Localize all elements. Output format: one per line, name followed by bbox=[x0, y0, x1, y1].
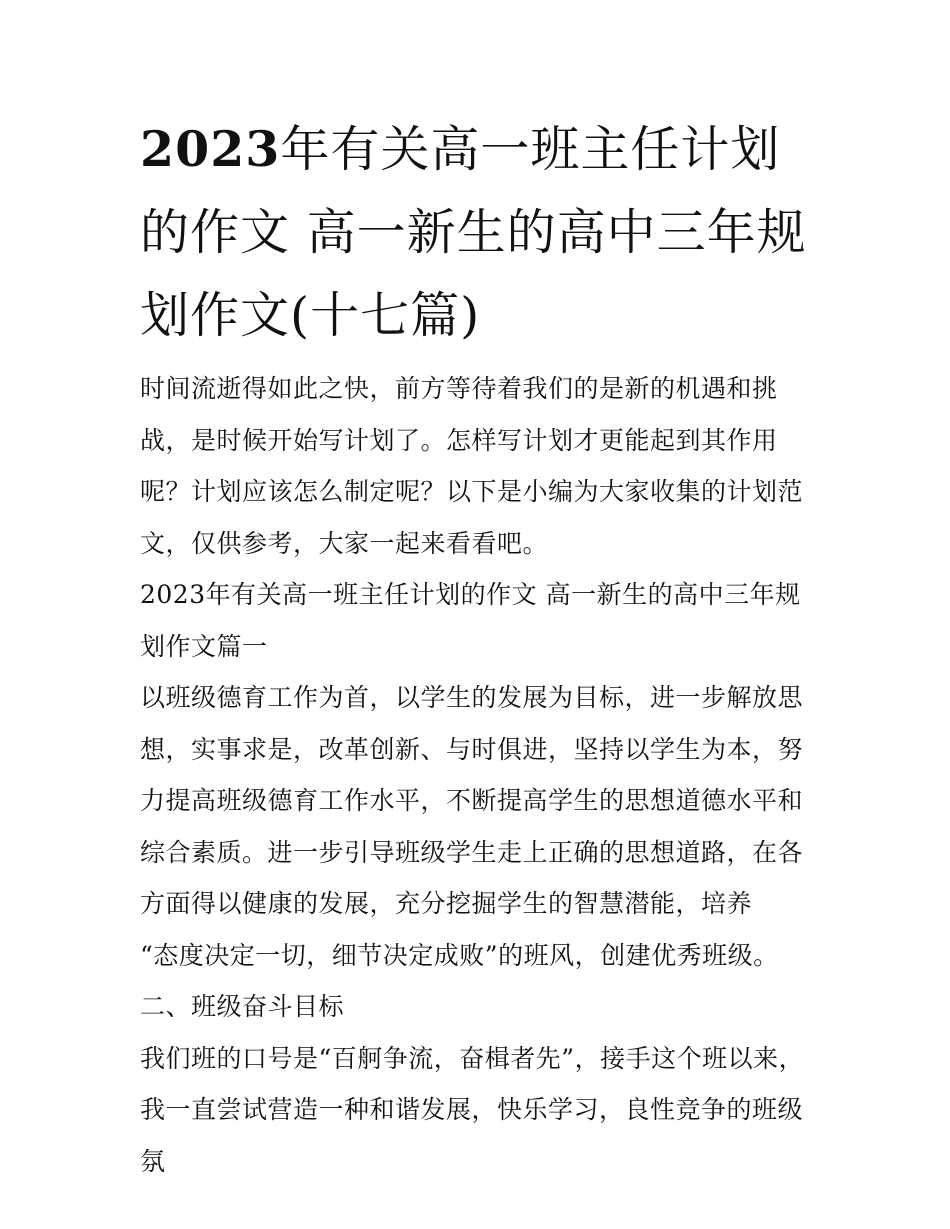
document-content bbox=[140, 108, 818, 1187]
title-text: 年有关高一班主任计划的作文 高一新生的高中三年规划作文(十七篇) bbox=[140, 121, 807, 344]
document-title bbox=[140, 108, 818, 357]
title-year: 2023 bbox=[140, 120, 281, 178]
body-paragraph: “态度决定一切，细节决定成败”的班风，创建优秀班级。 bbox=[140, 940, 779, 970]
section-heading: 2023年有关高一班主任计划的作文 高一新生的高中三年规划作文篇一 bbox=[140, 580, 801, 661]
intro-paragraph: 时间流逝得如此之快，前方等待着我们的是新的机遇和挑战，是时候开始写计划了。怎样写计划才更能起到其作用呢？计划应该怎么制定呢？以下是小编为大家收集的计划范文，仅供参考，大家一起来看看吧。 bbox=[140, 374, 804, 558]
section-heading: 二、班级奋斗目标 bbox=[140, 992, 345, 1021]
body-paragraph: 我们班的口号是“百舸争流，奋楫者先”，接手这个班以来，我一直尝试营造一种和谐发展，快乐学习，良性竞争的班级氛 bbox=[140, 1043, 805, 1176]
body-paragraph: 以班级德育工作为首，以学生的发展为目标，进一步解放思想，实事求是，改革创新、与时俱进，坚持以学生为本，努力提高班级德育工作水平，不断提高学生的思想道德水平和综合素质。进一步引导班级学生走上正确的思想道路，在各方面得以健康的发展，充分挖掘学生的智慧潜能，培养 bbox=[140, 683, 804, 918]
